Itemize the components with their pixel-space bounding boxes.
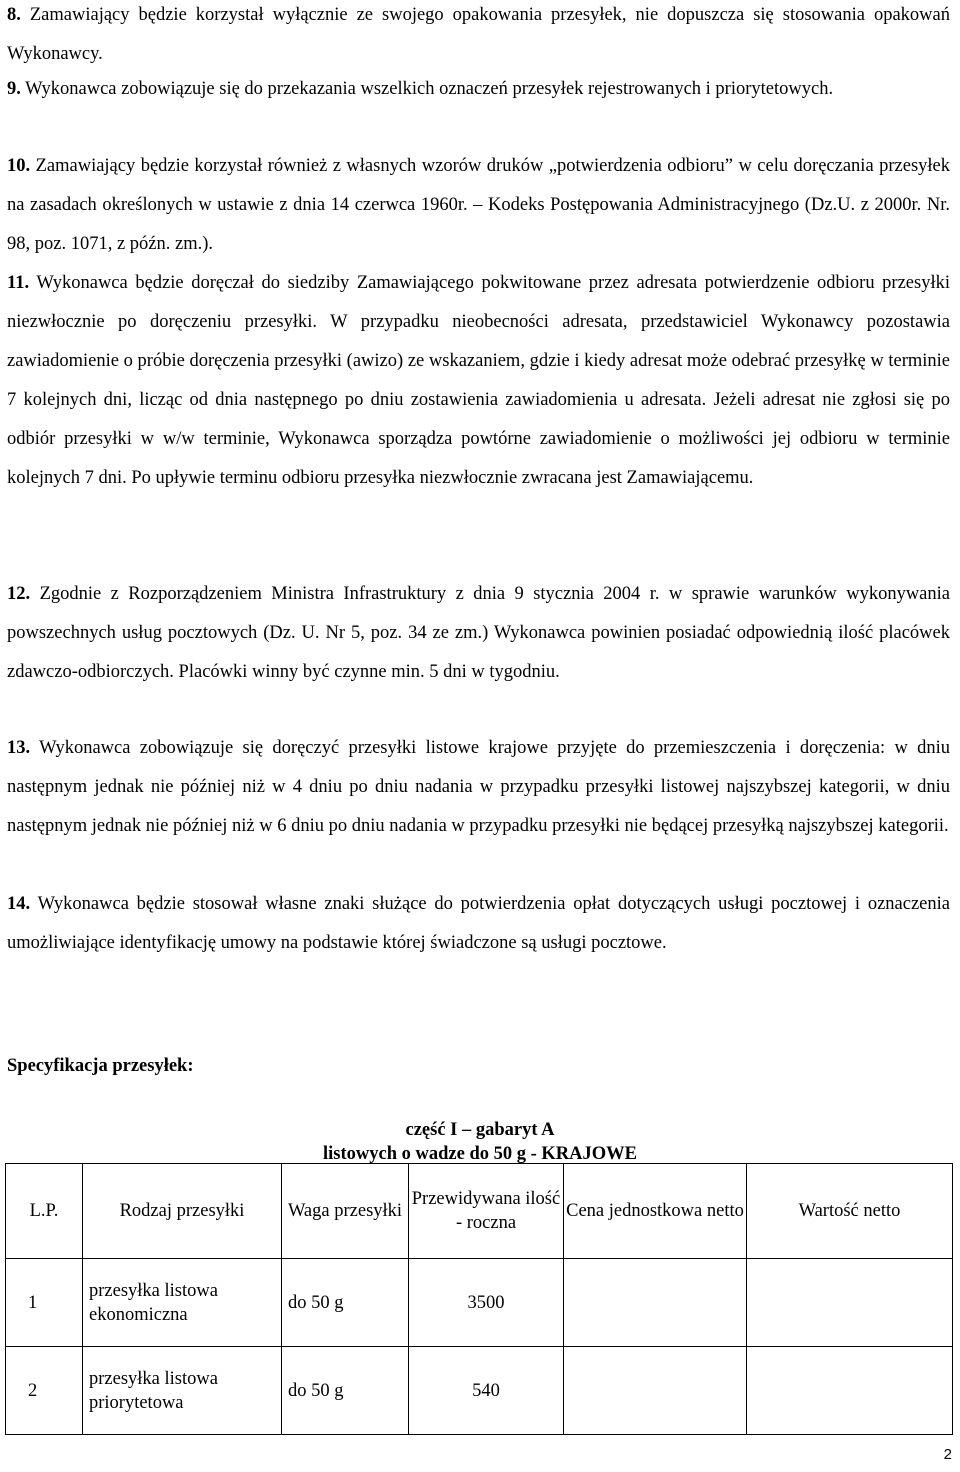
paragraph-number: 12. [7, 584, 31, 604]
header-waga: Waga przesyłki [282, 1164, 409, 1259]
paragraph-text: Wykonawca będzie doręczał do siedziby Zamawiającego pokwitowane przez adresata potwierdzenie odbioru przesyłki niezwłocznie po doręczeniu przesyłki. W przypadku nieobecności adresata, przedstawiciel Wykonawcy pozostawia zawiadomienie o próbie doręczenia przesyłki (awizo) ze wskazaniem, gdzie i kiedy adresat może odebrać przesyłkę w terminie 7 kolejnych dni, licząc od dnia następnego po dniu zostawienia zawiadomienia u adresata. Jeżeli adresat nie zgłosi się po odbiór przesyłki w w/w terminie, Wykonawca sporządza powtórne zawiadomienie o możliwości jej odbioru w terminie kolejnych 7 dni. Po upływie terminu odbioru przesyłka niezwłocznie zwracana jest Zamawiającemu. [7, 273, 950, 488]
paragraph-14 [7, 885, 950, 963]
cell-cena [564, 1347, 747, 1435]
paragraph-12 [7, 575, 950, 692]
paragraph-number: 8. [7, 5, 21, 25]
paragraph-13 [7, 729, 950, 846]
cell-rodzaj: przesyłka listowa priorytetowa [83, 1347, 282, 1435]
cell-wartosc [747, 1259, 953, 1347]
cell-lp: 2 [6, 1347, 83, 1435]
paragraph-text: Zamawiający będzie korzystał wyłącznie ze swojego opakowania przesyłek, nie dopuszcza się stosowania opakowań Wykonawcy. [7, 5, 950, 64]
table-row [6, 1347, 953, 1435]
cell-lp: 1 [6, 1259, 83, 1347]
table-row [6, 1259, 953, 1347]
header-ilosc: Przewidywana ilość - roczna [409, 1164, 564, 1259]
paragraph-number: 13. [7, 738, 31, 758]
table-caption-line1: część I – gabaryt A [405, 1120, 555, 1140]
paragraph-number: 11. [7, 273, 30, 293]
cell-ilosc: 540 [409, 1347, 564, 1435]
paragraph-text: Wykonawca będzie stosował własne znaki służące do potwierdzenia opłat dotyczących usługi pocztowej i oznaczenia umożliwiające identyfikację umowy na podstawie której świadczone są usługi pocztowe. [7, 894, 950, 953]
paragraph-number: 14. [7, 894, 31, 914]
paragraph-number: 10. [7, 156, 31, 176]
table-header-row [6, 1164, 953, 1259]
cell-wartosc [747, 1347, 953, 1435]
paragraph-10 [7, 147, 950, 264]
page-number: 2 [943, 1446, 952, 1463]
header-wartosc: Wartość netto [747, 1164, 953, 1259]
paragraph-number: 9. [7, 79, 21, 99]
paragraph-text: Zamawiający będzie korzystał również z własnych wzorów druków „potwierdzenia odbioru” w celu doręczania przesyłek na zasadach określonych w ustawie z dnia 14 czerwca 1960r. – Kodeks Postępowania Administracyjnego (Dz.U. z 2000r. Nr. 98, poz. 1071, z późn. zm.). [7, 156, 951, 254]
paragraph-9 [7, 70, 950, 109]
section-heading: Specyfikacja przesyłek: [7, 1056, 194, 1076]
table-caption-line2: listowych o wadze do 50 g - KRAJOWE [323, 1144, 637, 1164]
paragraph-text: Zgodnie z Rozporządzeniem Ministra Infrastruktury z dnia 9 stycznia 2004 r. w sprawie warunków wykonywania powszechnych usług pocztowych (Dz. U. Nr 5, poz. 34 ze zm.) Wykonawca powinien posiadać odpowiednią ilość placówek zdawczo-odbiorczych. Placówki winny być czynne min. 5 dni w tygodniu. [7, 584, 950, 682]
paragraph-8 [7, 0, 950, 74]
cell-rodzaj: przesyłka listowa ekonomiczna [83, 1259, 282, 1347]
paragraph-text: Wykonawca zobowiązuje się doręczyć przesyłki listowe krajowe przyjęte do przemieszczenia i doręczenia: w dniu następnym jednak nie później niż w 4 dniu po dniu nadania w przypadku przesyłki listowej najszybszej kategorii, w dniu następnym jednak nie później niż w 6 dniu po dniu nadania w przypadku przesyłki nie będącej przesyłką najszybszej kategorii. [7, 738, 950, 836]
specification-table [5, 1163, 953, 1435]
paragraph-11 [7, 264, 950, 498]
header-cena: Cena jednostkowa netto [564, 1164, 747, 1259]
paragraph-text: Wykonawca zobowiązuje się do przekazania wszelkich oznaczeń przesyłek rejestrowanych i priorytetowych. [25, 79, 834, 99]
cell-ilosc: 3500 [409, 1259, 564, 1347]
cell-waga: do 50 g [282, 1347, 409, 1435]
header-lp: L.P. [6, 1164, 83, 1259]
cell-cena [564, 1259, 747, 1347]
cell-waga: do 50 g [282, 1259, 409, 1347]
header-rodzaj: Rodzaj przesyłki [83, 1164, 282, 1259]
